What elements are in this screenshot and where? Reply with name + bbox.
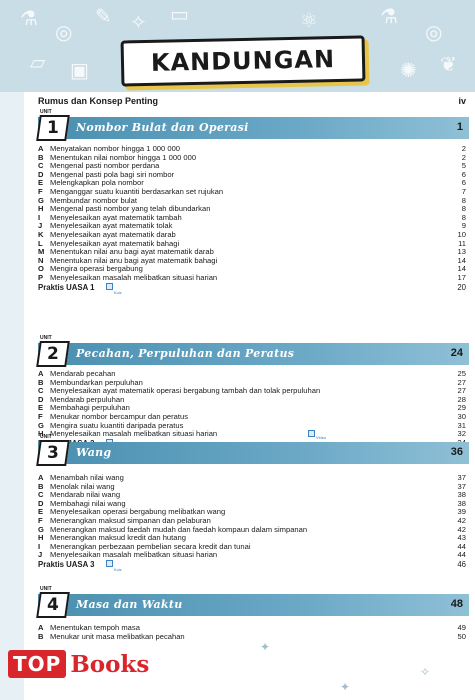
toc-item-page: 28: [457, 394, 466, 404]
toc-item-text: Menyelesaikan operasi bergabung melibatkan wang: [50, 507, 226, 517]
praktis-page: 46: [457, 559, 466, 569]
toc-item-page: 10: [457, 229, 466, 239]
sparkle-icon: ✦: [340, 680, 351, 694]
toc-item-page: 42: [457, 524, 466, 534]
unit-title: Nombor Bulat dan Operasi: [76, 121, 249, 134]
toc-item-text: Mengira operasi bergabung: [50, 264, 143, 274]
toc-item-text: Membahagi nilai wang: [50, 498, 126, 508]
toc-item-letter: C: [38, 161, 44, 171]
intro-row[interactable]: [38, 96, 466, 108]
toc-item-text: Menukar nombor bercampur dan peratus: [50, 411, 189, 421]
sparkle-icon: ✧: [420, 665, 431, 679]
toc-item-page: 38: [457, 498, 466, 508]
unit-2-list: [38, 370, 466, 450]
toc-item-letter: I: [38, 541, 41, 551]
toc-item-page: 9: [461, 221, 466, 231]
toc-item-letter: E: [38, 403, 44, 413]
book-icon: ▭: [170, 2, 189, 26]
toc-item-page: 6: [461, 169, 466, 179]
unit-2-header[interactable]: [38, 335, 469, 365]
toc-item-page: 8: [461, 204, 466, 214]
toc-item-page: 2: [461, 152, 466, 162]
toc-item-letter: F: [38, 515, 43, 525]
unit-page: 36: [450, 446, 463, 458]
ruler-icon: ▱: [30, 50, 46, 74]
unit-number: 2: [47, 344, 59, 364]
toc-item-letter: P: [38, 272, 44, 282]
unit-title: Wang: [76, 446, 112, 459]
toc-item-letter: L: [38, 238, 43, 248]
toc-item-letter: F: [38, 411, 43, 421]
toc-item-text: Menyelesaikan masalah melibatkan situasi harian: [50, 272, 218, 282]
toc-item-page: 39: [457, 507, 466, 517]
toc-item-page: 27: [457, 386, 466, 396]
unit-1-header[interactable]: [38, 109, 469, 139]
intro-label: Rumus dan Konsep Penting: [38, 96, 159, 106]
unit-4-header[interactable]: [38, 586, 469, 616]
unit-1-list: [38, 145, 466, 294]
toc-item-text: Membundar nombor bulat: [50, 195, 137, 205]
toc-item-page: 8: [461, 195, 466, 205]
toc-item-text: Menerangkan maksud simpanan dan pelaburan: [50, 515, 211, 525]
toc-item-text: Menentukan nilai anu bagi ayat matematik bahagi: [50, 255, 218, 265]
unit-number: 4: [47, 595, 59, 615]
plant-icon: ❦: [440, 52, 457, 76]
toc-item-text: Menyelesaikan masalah melibatkan situasi harian: [50, 429, 218, 439]
praktis-row[interactable]: [38, 283, 466, 294]
toc-item-text: Menentukan nilai anu bagi ayat matematik darab: [50, 247, 214, 257]
toc-item-page: 43: [457, 533, 466, 543]
toc-item-letter: G: [38, 524, 44, 534]
unit-number-box: [36, 592, 70, 618]
praktis-page: 20: [457, 282, 466, 292]
toc-item-page: 13: [457, 247, 466, 257]
toc-item-text: Menyelesaikan ayat matematik bahagi: [50, 238, 180, 248]
toc-item-letter: B: [38, 631, 44, 641]
toc-item-letter: N: [38, 255, 44, 265]
toc-item-letter: D: [38, 498, 44, 508]
toc-item-letter: M: [38, 247, 45, 257]
computer-icon: ▣: [70, 58, 89, 82]
unit-title: Masa dan Waktu: [76, 598, 183, 611]
toc-item-letter: O: [38, 264, 44, 274]
toc-item-page: 5: [461, 161, 466, 171]
toc-item-letter: I: [38, 212, 41, 222]
star-icon: ✧: [130, 10, 147, 34]
sparkle-icon: ✦: [260, 640, 271, 654]
toc-item-page: 17: [457, 272, 466, 282]
unit-label: UNIT: [40, 586, 52, 592]
toc-item-page: 37: [457, 481, 466, 491]
toc-item-letter: C: [38, 386, 44, 396]
unit-number-box: [36, 115, 70, 141]
toc-item-page: 44: [457, 550, 466, 560]
toc-item-page: 30: [457, 411, 466, 421]
toc-item[interactable]: [38, 551, 466, 560]
praktis-row[interactable]: [38, 560, 466, 571]
unit-label: UNIT: [40, 109, 52, 115]
toc-item-page: 50: [457, 631, 466, 641]
globe-icon-2: ◎: [425, 20, 443, 44]
logo-books-text: Books: [70, 650, 150, 678]
toc-item-text: Menerangkan maksud faedah mudah dan faedah kompaun dalam simpanan: [50, 524, 308, 534]
globe-icon: ◎: [55, 20, 73, 44]
flask-icon: ⚗: [20, 6, 38, 30]
toc-item-text: Menyatakan nombor hingga 1 000 000: [50, 144, 181, 153]
toc-item-text: Melengkapkan pola nombor: [50, 178, 144, 188]
toc-item-text: Menyelesaikan ayat matematik darab: [50, 229, 176, 239]
toc-item-text: Menerangkan perbezaan pembelian secara kredit dan tunai: [50, 541, 251, 551]
toc-item-page: 27: [457, 377, 466, 387]
toc-item-letter: F: [38, 186, 43, 196]
toc-item-page: 14: [457, 264, 466, 274]
lightbulb-icon: ✺: [400, 58, 417, 82]
unit-label: UNIT: [40, 434, 52, 440]
publisher-logo: [8, 645, 188, 683]
toc-item[interactable]: [38, 274, 466, 283]
toc-item-letter: J: [38, 550, 43, 560]
unit-page: 24: [450, 347, 463, 359]
toc-item-text: Mendarab pecahan: [50, 369, 116, 378]
toc-item-letter: B: [38, 377, 44, 387]
toc-item-text: Mengenal pasti nombor perdana: [50, 161, 160, 171]
toc-item-letter: B: [38, 152, 44, 162]
toc-item-page: 7: [461, 186, 466, 196]
toc-item-letter: D: [38, 169, 44, 179]
toc-item-letter: E: [38, 507, 44, 517]
kuiz-label: Kuiz: [114, 289, 122, 295]
toc-item-text: Menentukan nilai nombor hingga 1 000 000: [50, 152, 197, 162]
toc-item-page: 2: [461, 144, 466, 153]
toc-item-letter: H: [38, 429, 44, 439]
toc-item-text: Menolak nilai wang: [50, 481, 115, 491]
toc-item-text: Menambah nilai wang: [50, 473, 124, 482]
toc-item[interactable]: [38, 633, 466, 642]
toc-item-letter: D: [38, 394, 44, 404]
kuiz-icon[interactable]: [106, 283, 113, 290]
toc-item-page: 29: [457, 403, 466, 413]
toc-item-text: Mendarab nilai wang: [50, 490, 121, 500]
unit-title: Pecahan, Perpuluhan dan Peratus: [76, 347, 295, 360]
toc-item-page: 8: [461, 212, 466, 222]
unit-number-box: [36, 341, 70, 367]
video-icon[interactable]: [308, 430, 315, 437]
toc-item-letter: A: [38, 473, 44, 482]
toc-item-page: 31: [457, 420, 466, 430]
kuiz-icon[interactable]: [106, 560, 113, 567]
toc-item-text: Menyelesaikan ayat matematik tambah: [50, 212, 182, 222]
toc-item-page: 11: [458, 238, 466, 248]
unit-number: 3: [47, 443, 59, 463]
intro-page: iv: [458, 96, 466, 106]
unit-page: 1: [456, 121, 463, 133]
toc-item-text: Menyelesaikan masalah melibatkan situasi harian: [50, 550, 218, 560]
left-margin-strip: [0, 92, 24, 700]
toc-item-text: Menukar unit masa melibatkan pecahan: [50, 631, 185, 641]
toc-item-text: Mengenal pasti pola bagi siri nombor: [50, 169, 175, 179]
toc-item-page: 49: [457, 623, 466, 632]
toc-item-text: Menerangkan maksud kredit dan hutang: [50, 533, 186, 543]
toc-item-text: Membundarkan perpuluhan: [50, 377, 143, 387]
toc-item-letter: E: [38, 178, 44, 188]
kuiz-label: Kuiz: [114, 566, 122, 572]
toc-item-letter: H: [38, 204, 44, 214]
toc-item-text: Menganggar suatu kuantiti berdasarkan set rujukan: [50, 186, 224, 196]
toc-item-page: 42: [457, 515, 466, 525]
toc-item-letter: J: [38, 221, 43, 231]
unit-4-list: [38, 624, 466, 641]
toc-item-letter: A: [38, 623, 44, 632]
toc-item-letter: C: [38, 490, 44, 500]
atom-icon: ⚛: [300, 8, 318, 32]
pencil-icon: ✎: [95, 4, 112, 28]
toc-item-text: Mendarab perpuluhan: [50, 394, 125, 404]
unit-label: UNIT: [40, 335, 52, 341]
unit-number-box: [36, 440, 70, 466]
toc-item-letter: G: [38, 195, 44, 205]
toc-item-page: 14: [457, 255, 466, 265]
toc-item-letter: G: [38, 420, 44, 430]
flask-icon-2: ⚗: [380, 4, 398, 28]
toc-item-letter: K: [38, 229, 44, 239]
toc-item-page: 32: [457, 429, 466, 439]
unit-page: 48: [450, 598, 463, 610]
toc-item-page: 44: [457, 541, 466, 551]
toc-item-text: Menentukan tempoh masa: [50, 623, 140, 632]
video-label: Video: [316, 435, 327, 441]
praktis-label: Praktis UASA 3: [38, 559, 95, 569]
toc-item-text: Mengira suatu kuantiti daripada peratus: [50, 420, 184, 430]
toc-item-letter: A: [38, 144, 44, 153]
title-box: [121, 35, 366, 86]
toc-item[interactable]: [38, 430, 466, 439]
praktis-label: Praktis UASA 1: [38, 282, 95, 292]
logo-top-text: TOP: [8, 650, 66, 678]
toc-item-page: 6: [461, 178, 466, 188]
toc-item-page: 25: [457, 369, 466, 378]
toc-item-letter: A: [38, 369, 44, 378]
unit-number: 1: [47, 118, 59, 138]
toc-item-text: Membahagi perpuluhan: [50, 403, 130, 413]
toc-item-letter: H: [38, 533, 44, 543]
unit-3-list: [38, 474, 466, 571]
toc-item-letter: B: [38, 481, 44, 491]
toc-item-text: Menyelesaikan ayat matematik tolak: [50, 221, 173, 231]
toc-item-page: 37: [457, 473, 466, 482]
toc-item-text: Mengenal pasti nombor yang telah dibundarkan: [50, 204, 211, 214]
page-title: KANDUNGAN: [150, 45, 336, 77]
toc-item-page: 38: [457, 490, 466, 500]
toc-item-text: Menyelesaikan ayat matematik operasi bergabung tambah dan tolak perpuluhan: [50, 386, 321, 396]
